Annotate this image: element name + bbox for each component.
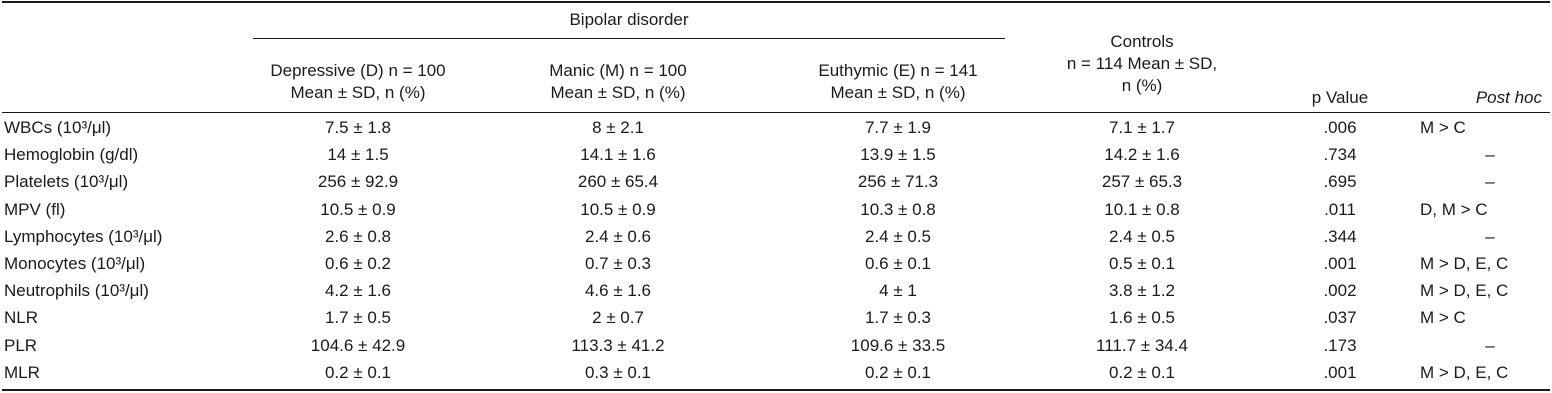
depressive-value: 0.6 ± 0.2 [324,254,392,273]
table-row [0,279,1552,304]
row-label: WBCs (10³/μl) [4,118,112,137]
column-header-p-value: p Value [1311,88,1369,107]
p-value: .344 [1323,226,1357,246]
depressive-value: 4.2 ± 1.6 [324,281,392,301]
p-value: .006 [1323,118,1357,137]
table-row [0,198,1552,223]
depressive-line-2: Mean ± SD, n (%) [290,83,426,102]
depressive-value: 7.5 ± 1.8 [324,118,392,137]
table-row [0,252,1552,277]
depressive-value: 104.6 ± 42.9 [310,335,406,355]
euthymic-value: 7.7 ± 1.9 [864,118,932,137]
column-header-manic [498,60,738,104]
column-header-depressive [238,60,478,104]
table-row [0,225,1552,250]
manic-value: 2.4 ± 0.6 [584,226,652,246]
row-label: Lymphocytes (10³/μl) [4,226,163,246]
controls-value: 0.2 ± 0.1 [1108,362,1176,382]
controls-value: 111.7 ± 34.4 [1096,335,1188,355]
depressive-value: 0.2 ± 0.1 [324,362,392,382]
p-value: .002 [1323,281,1357,301]
manic-value: 260 ± 65.4 [577,172,659,192]
bottom-rule [2,389,1550,391]
post-hoc-value: M > C [1420,118,1466,137]
controls-value: 14.2 ± 1.6 [1104,145,1180,165]
euthymic-value: 0.6 ± 0.1 [864,254,932,273]
table-row [0,170,1552,195]
euthymic-value: 13.9 ± 1.5 [860,145,936,165]
controls-line-2: n = 114 Mean ± SD, [1066,54,1218,73]
table-row [0,306,1552,331]
euthymic-value: 4 ± 1 [879,281,917,301]
post-hoc-value: M > D, E, C [1420,281,1509,301]
manic-value: 14.1 ± 1.6 [580,145,656,165]
euthymic-value: 256 ± 71.3 [857,172,939,192]
euthymic-line-1: Euthymic (E) n = 141 [818,61,978,80]
table-row [0,361,1552,386]
controls-line-3: n (%) [1121,76,1163,95]
post-hoc-value: – [1485,226,1495,246]
p-value: .734 [1323,145,1357,165]
controls-line-1: Controls [1110,32,1174,51]
row-label: MLR [4,362,40,382]
manic-value: 10.5 ± 0.9 [580,199,656,219]
controls-value: 2.4 ± 0.5 [1108,226,1176,246]
manic-value: 8 ± 2.1 [592,118,644,137]
row-label: Hemoglobin (g/dl) [4,145,139,165]
euthymic-value: 1.7 ± 0.3 [864,308,932,328]
euthymic-value: 0.2 ± 0.1 [864,362,932,382]
depressive-value: 2.6 ± 0.8 [324,226,392,246]
controls-value: 3.8 ± 1.2 [1108,281,1176,301]
post-hoc-value: D, M > C [1420,199,1488,219]
depressive-line-1: Depressive (D) n = 100 [270,61,446,80]
column-header-post-hoc: Post hoc [1475,88,1542,107]
table-row [0,143,1552,168]
p-value: .011 [1324,199,1356,219]
p-value: .037 [1323,308,1357,328]
euthymic-value: 2.4 ± 0.5 [864,226,932,246]
manic-line-2: Mean ± SD, n (%) [550,83,686,102]
row-label: NLR [4,308,39,328]
header-rule [2,112,1550,113]
depressive-value: 1.7 ± 0.5 [324,308,392,328]
row-label: MPV (fl) [4,199,66,219]
controls-value: 0.5 ± 0.1 [1108,254,1176,273]
p-value: .001 [1323,254,1357,273]
p-value: .001 [1323,362,1357,382]
controls-value: 1.6 ± 0.5 [1108,308,1176,328]
post-hoc-value: M > C [1420,308,1466,328]
column-header-euthymic [778,60,1018,104]
column-header-controls [1022,31,1262,97]
depressive-value: 14 ± 1.5 [327,145,389,165]
group-header: Bipolar disorder [569,10,689,29]
manic-value: 113.3 ± 41.2 [571,335,665,355]
row-label: Platelets (10³/μl) [4,172,129,192]
row-label: Neutrophils (10³/μl) [4,281,149,301]
p-value: .695 [1323,172,1357,192]
depressive-value: 10.5 ± 0.9 [320,199,396,219]
table-row [0,334,1552,359]
post-hoc-value: – [1485,335,1495,355]
top-rule [2,1,1550,3]
euthymic-value: 10.3 ± 0.8 [860,199,936,219]
controls-value: 10.1 ± 0.8 [1104,199,1180,219]
controls-value: 257 ± 65.3 [1101,172,1183,192]
p-value: .173 [1323,335,1357,355]
depressive-value: 256 ± 92.9 [317,172,399,192]
table-row [0,116,1552,141]
post-hoc-value: M > D, E, C [1420,254,1509,273]
group-span-rule [253,38,1005,39]
post-hoc-value: – [1485,172,1495,192]
manic-value: 0.3 ± 0.1 [584,362,652,382]
manic-value: 2 ± 0.7 [592,308,644,328]
post-hoc-value: M > D, E, C [1420,362,1509,382]
controls-value: 7.1 ± 1.7 [1108,118,1176,137]
euthymic-value: 109.6 ± 33.5 [850,335,946,355]
row-label: Monocytes (10³/μl) [4,254,146,273]
manic-line-1: Manic (M) n = 100 [549,61,687,80]
manic-value: 4.6 ± 1.6 [584,281,652,301]
euthymic-line-2: Mean ± SD, n (%) [830,83,966,102]
post-hoc-value: – [1485,145,1495,165]
row-label: PLR [4,335,38,355]
manic-value: 0.7 ± 0.3 [584,254,652,273]
